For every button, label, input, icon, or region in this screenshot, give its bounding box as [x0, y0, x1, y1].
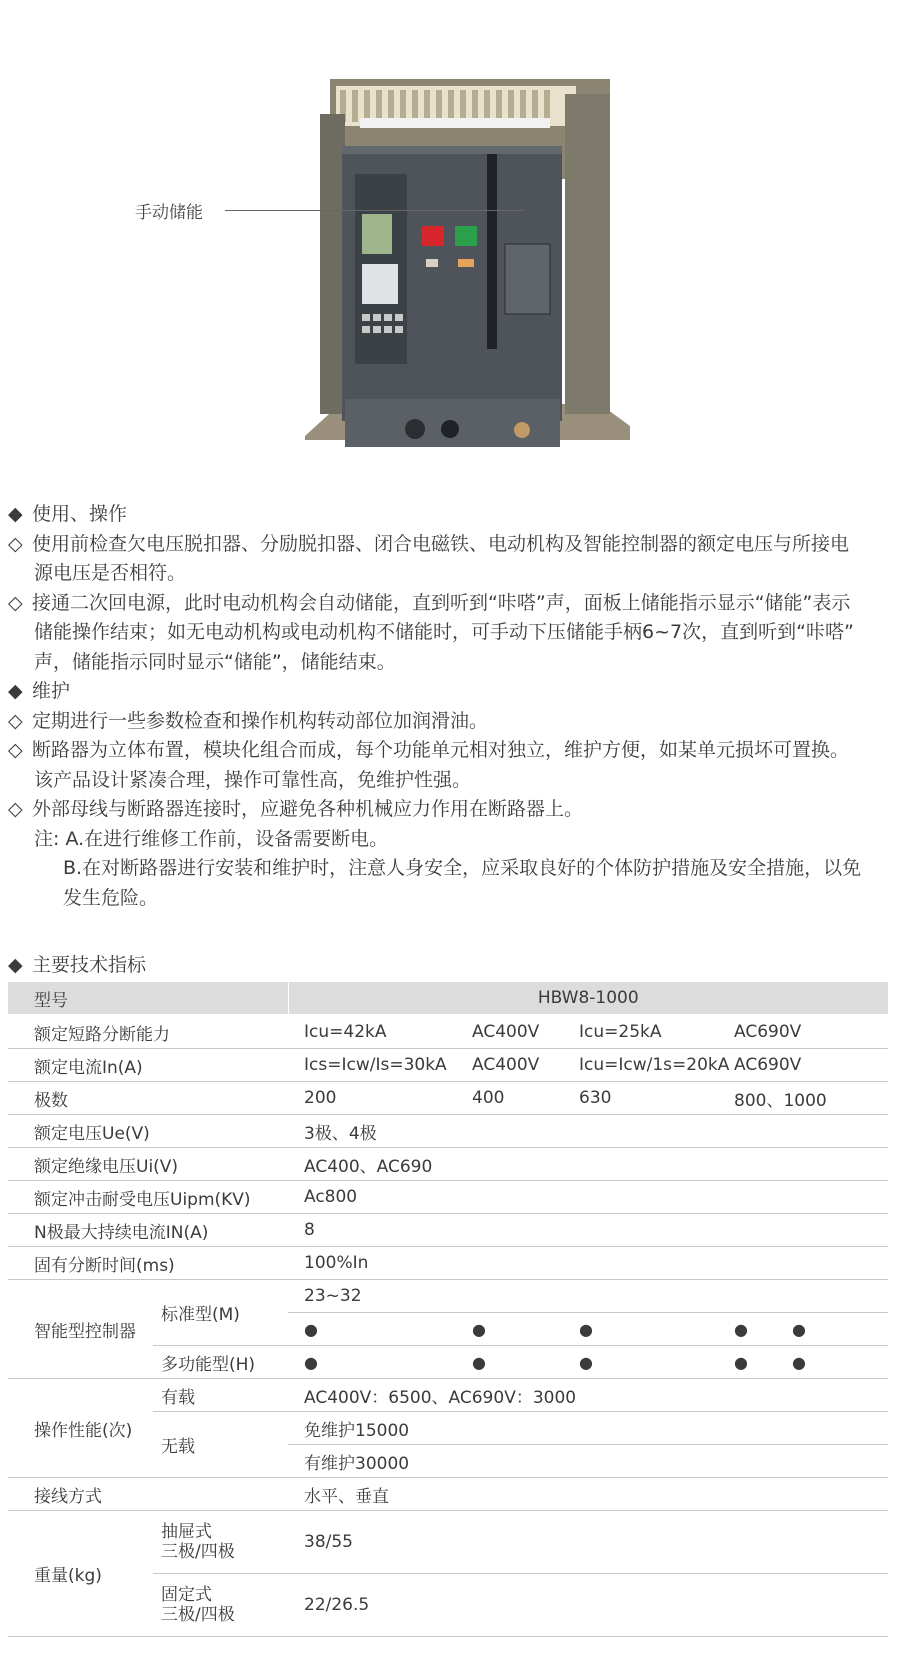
- note-line: 发生危险。: [63, 886, 159, 909]
- dot-icon: ●: [288, 1346, 468, 1379]
- cell: 免维护15000: [288, 1412, 888, 1445]
- note-line: 注: A.在进行维修工作前，设备需要断电。: [34, 827, 389, 850]
- callout-leader-line: [225, 210, 525, 211]
- cell: AC400、AC690: [288, 1148, 888, 1181]
- cell: AC690V: [730, 1049, 888, 1082]
- row-label: 接线方式: [8, 1478, 288, 1511]
- table-row: [8, 1115, 888, 1148]
- dot-icon: ●: [788, 1313, 888, 1346]
- instruction-line: ◇ 使用前检查欠电压脱扣器、分励脱扣器、闭合电磁铁、电动机构及智能控制器的额定电压与所接电: [8, 530, 893, 560]
- cell: AC400V: [468, 1015, 575, 1049]
- dot-icon: ●: [468, 1346, 575, 1379]
- spec-section-title: ◆ 主要技术指标: [8, 954, 147, 976]
- row-label: 额定冲击耐受电压Uipm(KV): [8, 1181, 288, 1214]
- cell: 有维护30000: [288, 1445, 888, 1478]
- filled-diamond-icon: ◆: [8, 680, 23, 702]
- cell: 3极、4极: [288, 1115, 888, 1148]
- cell: Ac800: [288, 1181, 888, 1214]
- cell: AC690V: [730, 1015, 888, 1049]
- spec-table: [8, 982, 888, 1637]
- dot-icon: ●: [730, 1346, 788, 1379]
- table-row: [8, 1082, 888, 1115]
- dot-icon: ●: [575, 1346, 730, 1379]
- manual-charging-callout-label: 手动储能: [135, 203, 203, 223]
- cell: AC400V：6500、AC690V：3000: [288, 1379, 888, 1412]
- sub-label: 无载: [153, 1412, 288, 1478]
- dot-icon: ●: [730, 1313, 788, 1346]
- instruction-line: 该产品设计紧凑合理，操作可靠性高，免维护性强。: [34, 768, 472, 791]
- hollow-diamond-icon: ◇: [8, 798, 23, 820]
- row-label: 极数: [8, 1082, 288, 1115]
- cell: Icu=Icw/1s=20kA: [575, 1049, 730, 1082]
- table-row: [8, 1511, 888, 1574]
- sub-label: 抽屉式 三极/四极: [153, 1511, 288, 1574]
- instruction-line: ◆ 维护: [8, 677, 893, 707]
- row-label: 重量(kg): [8, 1511, 153, 1637]
- cell: 水平、垂直: [288, 1478, 888, 1511]
- model-label: 型号: [8, 982, 288, 1015]
- instruction-line: ◇ 定期进行一些参数检查和操作机构转动部位加润滑油。: [8, 707, 893, 737]
- table-row: [8, 1148, 888, 1181]
- cell: 200: [288, 1082, 468, 1115]
- row-label: 操作性能(次): [8, 1379, 153, 1478]
- cell: 23~32: [288, 1280, 888, 1313]
- instruction-line: ◇ 断路器为立体布置，模块化组合而成，每个功能单元相对独立，维护方便，如某单元损坏可置换。: [8, 736, 893, 766]
- table-row: [8, 1181, 888, 1214]
- hollow-diamond-icon: ◇: [8, 709, 23, 732]
- circuit-breaker-photo: [300, 74, 640, 454]
- row-label: 额定电压Ue(V): [8, 1115, 288, 1148]
- cell: Icu=25kA: [575, 1015, 730, 1049]
- instruction-line: 声，储能指示同时显示“储能”，储能结束。: [34, 650, 396, 673]
- table-row: [8, 1280, 888, 1313]
- cell: 400: [468, 1082, 575, 1115]
- filled-diamond-icon: ◆: [8, 954, 23, 976]
- dot-icon: ●: [288, 1313, 468, 1346]
- cell: 8: [288, 1214, 888, 1247]
- instructions-section: [8, 500, 893, 913]
- row-label: 智能型控制器: [8, 1280, 153, 1379]
- hollow-diamond-icon: ◇: [8, 739, 23, 761]
- sub-label: 多功能型(H): [153, 1346, 288, 1379]
- model-value: HBW8-1000: [288, 982, 888, 1015]
- instruction-line: ◇ 接通二次回电源，此时电动机构会自动储能，直到听到“咔嗒”声，面板上储能指示显示“储能”表示: [8, 589, 893, 619]
- cell: 100%In: [288, 1247, 888, 1280]
- hollow-diamond-icon: ◇: [8, 591, 23, 614]
- dot-icon: ●: [788, 1346, 888, 1379]
- table-row: [8, 982, 888, 1015]
- table-row: [8, 1247, 888, 1280]
- cell: Icu=42kA: [288, 1015, 468, 1049]
- row-label: N极最大持续电流IN(A): [8, 1214, 288, 1247]
- table-row: [8, 1049, 888, 1082]
- dot-icon: ●: [575, 1313, 730, 1346]
- table-row: [8, 1478, 888, 1511]
- cell: 22/26.5: [288, 1574, 888, 1637]
- instruction-line: 源电压是否相符。: [34, 562, 187, 584]
- sub-label: 有载: [153, 1379, 288, 1412]
- dot-icon: ●: [468, 1313, 575, 1346]
- filled-diamond-icon: ◆: [8, 503, 23, 525]
- table-row: [8, 1379, 888, 1412]
- row-label: 额定绝缘电压Ui(V): [8, 1148, 288, 1181]
- row-label: 额定电流In(A): [8, 1049, 288, 1082]
- instruction-line: ◇ 外部母线与断路器连接时，应避免各种机械应力作用在断路器上。: [8, 795, 893, 825]
- hollow-diamond-icon: ◇: [8, 532, 23, 555]
- sub-label: 固定式 三极/四极: [153, 1574, 288, 1637]
- cell: 800、1000: [730, 1082, 888, 1115]
- table-row: [8, 1214, 888, 1247]
- row-label: 额定短路分断能力: [8, 1015, 288, 1049]
- table-row: [8, 1015, 888, 1049]
- sub-label: 标准型(M): [153, 1280, 288, 1346]
- note-line: B.在对断路器进行安装和维护时，注意人身安全，应采取良好的个体防护措施及安全措施，以免: [63, 857, 862, 879]
- row-label: 固有分断时间(ms): [8, 1247, 288, 1280]
- cell: 630: [575, 1082, 730, 1115]
- cell: 38/55: [288, 1511, 888, 1574]
- cell: Ics=Icw/Is=30kA: [288, 1049, 468, 1082]
- instruction-line: 储能操作结束；如无电动机构或电动机构不储能时，可手动下压储能手柄6~7次，直到听到“咔嗒”: [34, 621, 854, 643]
- instruction-line: ◆ 使用、操作: [8, 500, 893, 530]
- cell: AC400V: [468, 1049, 575, 1082]
